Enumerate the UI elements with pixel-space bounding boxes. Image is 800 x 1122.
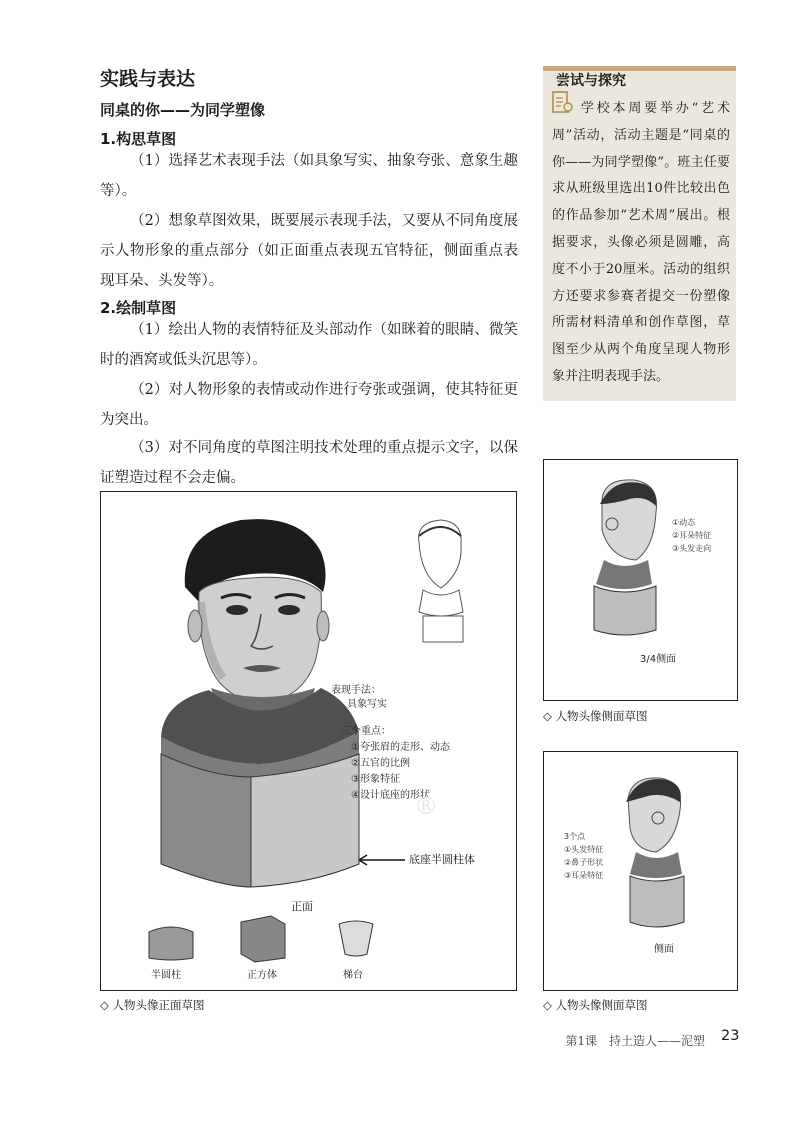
side-sketch-1-figure (543, 459, 738, 701)
focus-note-3: ③形象特征 (351, 774, 400, 785)
section-title: 实践与表达 (100, 68, 196, 90)
side-sketch-2-notes: 3个点 ①头发特征 ②鼻子形状 ③耳朵特征 (564, 832, 604, 880)
side-sketch-2-label: 侧面 (654, 944, 674, 955)
base-arrow-label: 底座半圆柱体 (409, 853, 475, 866)
watermark-mark: ® (414, 792, 438, 820)
step-1-para-1: （1）选择艺术表现手法（如具象写实、抽象夸张、意象生趣等）。 (100, 153, 518, 199)
shape-label-cube: 正方体 (247, 970, 277, 981)
focus-note-4: ④设计底座的形状 (351, 790, 430, 801)
focus-note-2: ②五官的比例 (351, 758, 410, 769)
shape-label-frustum: 梯台 (343, 970, 363, 981)
front-label: 正面 (291, 900, 313, 913)
side-sketch-1-notes: ①动态 ②耳朵特征 ③头发走向 (672, 518, 712, 553)
side-sketch-2-figure (543, 751, 738, 991)
side-sketch-1-caption: ◇ 人物头像侧面草图 (543, 709, 648, 723)
front-sketch-drawing (101, 492, 516, 990)
step-1-heading: 1.构思草图 (100, 130, 177, 148)
footer-lesson-title: 第1课 持土造人——泥塑 (565, 1034, 705, 1048)
front-sketch-caption: ◇ 人物头像正面草图 (100, 998, 205, 1012)
step-1-para-2: （2）想象草图效果，既要展示表现手法，又要从不同角度展示人物形象的重点部分（如正面重点表现五官特征，侧面重点表现耳朵、头发等）。 (100, 213, 518, 289)
side-sketch-2-caption: ◇ 人物头像侧面草图 (543, 998, 648, 1012)
side-sketch-1-label: 3/4侧面 (640, 654, 677, 665)
focus-note-1: ①夸张眉的走形、动态 (351, 742, 450, 753)
explore-panel-text: 学校本周要举办“艺术周”活动，活动主题是“同桌的你——为同学塑像”。班主任要求从班级里选出10件比较出色的作品参加“艺术周”展出。根据要求，头像必须是圆雕，高度不小于20厘米。活动的组织方还要求参赛者提交一份塑像所需材料清单和创作草图，草图至少从两个角度呈现人物形象并注明表现手法。 (552, 101, 730, 384)
subtitle: 同桌的你——为同学塑像 (100, 101, 266, 119)
step-2-para-1: （1）绘出人物的表情特征及头部动作（如眯着的眼睛、微笑时的酒窝或低头沉思等）。 (100, 322, 518, 368)
page-number: 23 (721, 1028, 740, 1044)
shape-label-half-cylinder: 半圆柱 (151, 970, 181, 981)
step-2-heading: 2.绘制草图 (100, 299, 177, 317)
method-note: 表现手法： 具象写实 (331, 685, 387, 710)
focus-notes: 三个重点： ①夸张眉的走形、动态 ②五官的比例 ③形象特征 ④设计底座的形状 (341, 724, 450, 804)
explore-panel-title: 尝试与探究 (556, 73, 626, 89)
front-sketch-figure (100, 491, 517, 991)
step-2-para-3: （3）对不同角度的草图注明技术处理的重点提示文字，以保证塑造过程不会走偏。 (100, 440, 518, 486)
step-2-para-2: （2）对人物形象的表情或动作进行夸张或强调，使其特征更为突出。 (100, 382, 518, 428)
